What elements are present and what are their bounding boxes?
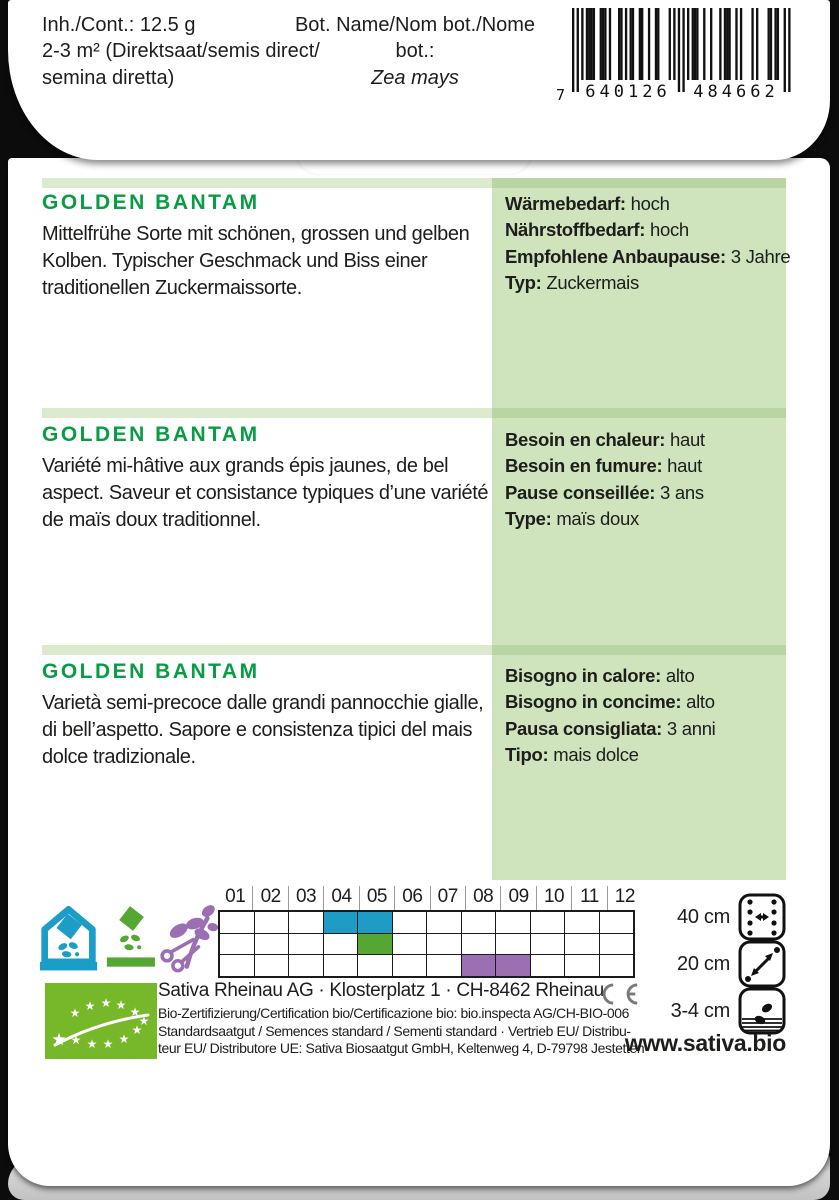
sowing-area-line1: 2-3 m² (Direktsaat/semis direct/ [42,40,320,63]
calendar-cell-harvest-06 [392,955,427,976]
calendar-cell-direct-sowing-03 [288,934,323,955]
calendar-cell-harvest-02 [254,955,289,976]
calendar-cell-direct-sowing-07 [426,934,461,955]
svg-text:★: ★ [102,1037,114,1051]
bio-certification: Bio-Zertifizierung/Certification bio/Certificazione bio: bio.inspecta AG/CH-BIO-006 [158,1005,630,1021]
barcode-digit-first: 7 [556,86,566,104]
plant-distance-label: 20 cm [677,952,730,975]
calendar-cell-direct-sowing-09 [495,934,530,955]
section-divider-de [42,178,492,188]
variety-title-de: GOLDEN BANTAM [42,191,260,214]
calendar-month-11: 11 [571,886,606,910]
calendar-cell-harvest-05 [357,955,392,976]
calendar-cell-pre-culture-04 [323,912,358,933]
calendar-cell-harvest-01 [220,955,254,976]
calendar-cell-pre-culture-09 [495,912,530,933]
website-url: www.sativa.bio [624,1030,786,1056]
calendar-month-08: 08 [465,886,500,910]
calendar-month-02: 02 [252,886,287,910]
spec-row: Pause conseillée: 3 ans [505,481,704,503]
calendar-cell-pre-culture-01 [220,912,254,933]
calendar-cell-pre-culture-03 [288,912,323,933]
plant-distance-icon [738,940,786,988]
calendar-cell-harvest-12 [599,955,634,976]
calendar-row-direct-sowing [220,933,633,955]
calendar-cell-direct-sowing-04 [323,934,358,955]
producer-address-block [158,980,668,1058]
svg-text:★: ★ [129,1005,141,1019]
sowing-calendar-grid [218,910,635,978]
calendar-month-10: 10 [536,886,571,910]
calendar-cell-direct-sowing-06 [392,934,427,955]
variety-description-fr: Variété mi-hâtive aux grands épis jaunes, de bel aspect. Saveur et consistance typiques d’une variété de maïs doux traditionnel. [42,455,489,532]
calendar-cell-harvest-10 [530,955,565,976]
calendar-cell-direct-sowing-08 [461,934,496,955]
spec-row: Type: maïs doux [505,507,639,529]
calendar-cell-pre-culture-10 [530,912,565,933]
spec-row: Besoin en chaleur: haut [505,429,705,450]
svg-text:★: ★ [118,1032,130,1046]
calendar-cell-pre-culture-05 [357,912,392,933]
sowing-area-line2: semina diretta) [42,66,175,89]
sowing-depth-label: 3-4 cm [670,999,730,1022]
eu-organic-logo [45,983,157,1059]
calendar-cell-pre-culture-12 [599,912,634,933]
calendar-cell-harvest-03 [288,955,323,976]
calendar-cell-direct-sowing-02 [254,934,289,955]
section-divider-de-panel [492,178,786,188]
section-divider-it [42,645,492,655]
calendar-cell-direct-sowing-11 [564,934,599,955]
calendar-cell-harvest-11 [564,955,599,976]
row-distance-icon [738,893,786,941]
producer-address: Sativa Rheinau AG · Klosterplatz 1 · CH-8462 Rheinau [158,980,604,1001]
calendar-cell-pre-culture-02 [254,912,289,933]
botanical-name-label: Bot. Name/Nom bot./Nome bot.: [294,14,536,63]
spec-row: Pausa consigliata: 3 anni [505,717,716,739]
svg-text:★: ★ [70,1033,82,1047]
calendar-cell-pre-culture-08 [461,912,496,933]
calendar-month-06: 06 [394,886,429,910]
content-weight: Inh./Cont.: 12.5 g [42,14,196,36]
spec-row: Typ: Zuckermais [505,271,639,293]
sow-under-cover-icon [38,898,99,978]
calendar-cell-direct-sowing-05 [357,934,392,955]
calendar-cell-harvest-09 [495,955,530,976]
spec-row: Tipo: mais dolce [505,743,639,765]
calendar-cell-harvest-04 [323,955,358,976]
calendar-month-01: 01 [225,886,246,907]
spec-row: Besoin en fumure: haut [505,455,702,477]
calendar-row-harvest [220,954,633,976]
svg-text:★: ★ [100,996,112,1010]
calendar-month-03: 03 [288,886,323,910]
svg-text:★: ★ [51,1030,67,1050]
ce-mark-icon [594,981,642,1007]
calendar-cell-pre-culture-11 [564,912,599,933]
specs-fr [505,427,781,532]
barcode-digits-right: 484662 [693,82,779,102]
calendar-cell-harvest-07 [426,955,461,976]
row-distance [645,893,786,941]
spec-row: Wärmebedarf: hoch [505,193,670,214]
specs-de [505,191,791,296]
sowing-depth-icon [738,987,786,1035]
calendar-cell-direct-sowing-01 [220,934,254,955]
content-weight-block [42,12,320,91]
variety-description-it: Varietà semi-precoce dalle grandi pannocchie gialle, di bell’aspetto. Sapore e consistenza tipici del mais dolce tradizionale. [42,692,484,769]
section-divider-fr-panel [492,408,786,418]
variety-description-de: Mittelfrühe Sorte mit schönen, grossen und gelben Kolben. Typischer Geschmack und Biss einer traditionellen Zuckermaissorte. [42,223,470,300]
spec-row: Bisogno in concime: alto [505,691,715,713]
calendar-cell-pre-culture-07 [426,912,461,933]
calendar-month-09: 09 [500,886,535,910]
seed-standard-line: Standardsaatgut / Semences standard / Sementi standard · Vertrieb EU/ Distribu- [158,1022,631,1039]
botanical-name: Zea mays [371,66,459,89]
svg-text:★: ★ [86,1037,98,1051]
calendar-month-05: 05 [359,886,394,910]
row-distance-label: 40 cm [677,905,730,928]
svg-text:★: ★ [138,1014,150,1028]
calendar-month-12: 12 [607,886,642,910]
eu-distributor-line: teur EU/ Distributore UE: Sativa Biosaatgut GmbH, Keltenweg 4, D-79798 Jestetten [158,1040,645,1057]
svg-text:★: ★ [84,999,96,1013]
variety-title-fr: GOLDEN BANTAM [42,423,260,446]
calendar-cell-direct-sowing-12 [599,934,634,955]
specs-it [505,663,781,768]
calendar-cell-pre-culture-06 [392,912,427,933]
botanical-name-block [286,12,544,91]
calendar-row-pre-culture [220,912,633,933]
section-divider-fr [42,408,492,418]
spec-row: Empfohlene Anbaupause: 3 Jahre [505,245,791,267]
barcode-digits-left: 640126 [585,82,671,102]
sowing-legend-icons [38,894,218,978]
svg-text:★: ★ [131,1023,143,1037]
spec-row: Nährstoffbedarf: hoch [505,219,689,241]
calendar-cell-direct-sowing-10 [530,934,565,955]
direct-sowing-icon [105,898,157,978]
section-divider-it-panel [492,645,786,655]
calendar-month-04: 04 [323,886,358,910]
ean13-barcode [556,6,796,110]
svg-text:★: ★ [115,998,127,1012]
spec-row: Bisogno in calore: alto [505,665,695,686]
svg-text:★: ★ [69,1006,81,1020]
calendar-month-header [218,886,642,910]
harvest-icon [159,896,218,978]
calendar-cell-harvest-08 [461,955,496,976]
variety-title-it: GOLDEN BANTAM [42,660,260,683]
calendar-month-07: 07 [430,886,465,910]
